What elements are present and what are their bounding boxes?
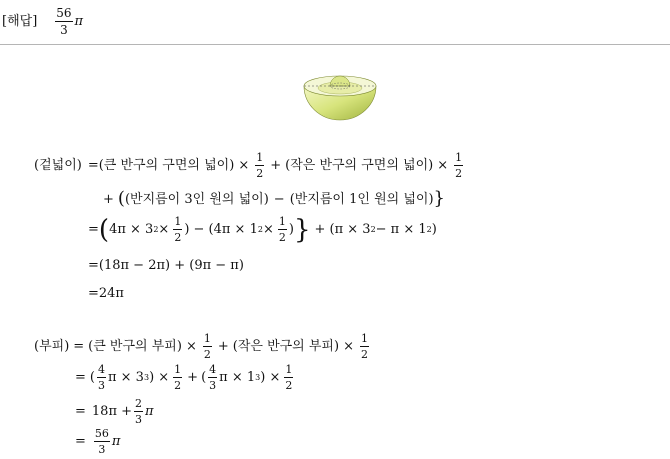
fraction-result: $\frac{56}{3}$ xyxy=(94,427,109,456)
fraction-half: $\frac{1}{2}$ xyxy=(278,215,286,244)
fraction-half: $\frac{1}{2}$ xyxy=(174,215,182,244)
surface-line-3: = ( 4π × 3 2 × $\frac{1}{2}$ ) − (4π × 1 2 × $\frac{1}{2}$ ) } + (π × 3 2 − π × 1 2 ) xyxy=(88,214,437,245)
surface-line-1: (겉넓이) = (큰 반구의 구면의 넓이) × $\frac{1}{2}$ + (작은 반구의 구면의 넓이) × $\frac{1}{2}$ xyxy=(34,151,463,180)
volume-lhs: (부피) xyxy=(34,339,70,354)
surface-line-4: =(18π − 2π) + (9π − π) xyxy=(88,258,244,273)
surface-lhs: (겉넓이) xyxy=(34,158,82,173)
header-divider xyxy=(0,44,670,45)
answer-pi: π xyxy=(74,14,84,29)
fraction-four-thirds: $\frac{4}{3}$ xyxy=(209,363,217,392)
fraction-half: $\frac{1}{2}$ xyxy=(203,332,211,361)
answer-fraction: $\frac{56}{3}$ xyxy=(56,6,72,37)
answer-header xyxy=(2,7,83,36)
volume-line-3: = 18π + $\frac{2}{3}$ π xyxy=(75,397,154,426)
fraction-half: $\frac{1}{2}$ xyxy=(455,151,463,180)
fraction-half: $\frac{1}{2}$ xyxy=(256,151,264,180)
volume-line-2: = ( $\frac{4}{3}$ π × 3 3 ) × $\frac{1}{2}$ + ( $\frac{4}{3}$ π × 1 3 ) × $\frac{1}{2}$ xyxy=(75,363,293,392)
fraction-half: $\frac{1}{2}$ xyxy=(174,363,182,392)
fraction-half: $\frac{1}{2}$ xyxy=(285,363,293,392)
fraction-four-thirds: $\frac{4}{3}$ xyxy=(97,363,105,392)
surface-line-2: + ( (반지름이 3인 원의 넓이) − (반지름이 1인 원의 넓이) } xyxy=(103,188,445,209)
surface-line-5: =24π xyxy=(88,286,124,301)
hemisphere-bowl-illustration xyxy=(300,72,380,122)
answer-label: [해답] xyxy=(2,14,38,29)
volume-line-4: = $\frac{56}{3}$ π xyxy=(75,427,121,456)
fraction-two-thirds: $\frac{2}{3}$ xyxy=(135,397,143,426)
volume-line-1: (부피) = (큰 반구의 부피) × $\frac{1}{2}$ + (작은 반구의 부피) × $\frac{1}{2}$ xyxy=(34,332,368,361)
fraction-half: $\frac{1}{2}$ xyxy=(360,332,368,361)
